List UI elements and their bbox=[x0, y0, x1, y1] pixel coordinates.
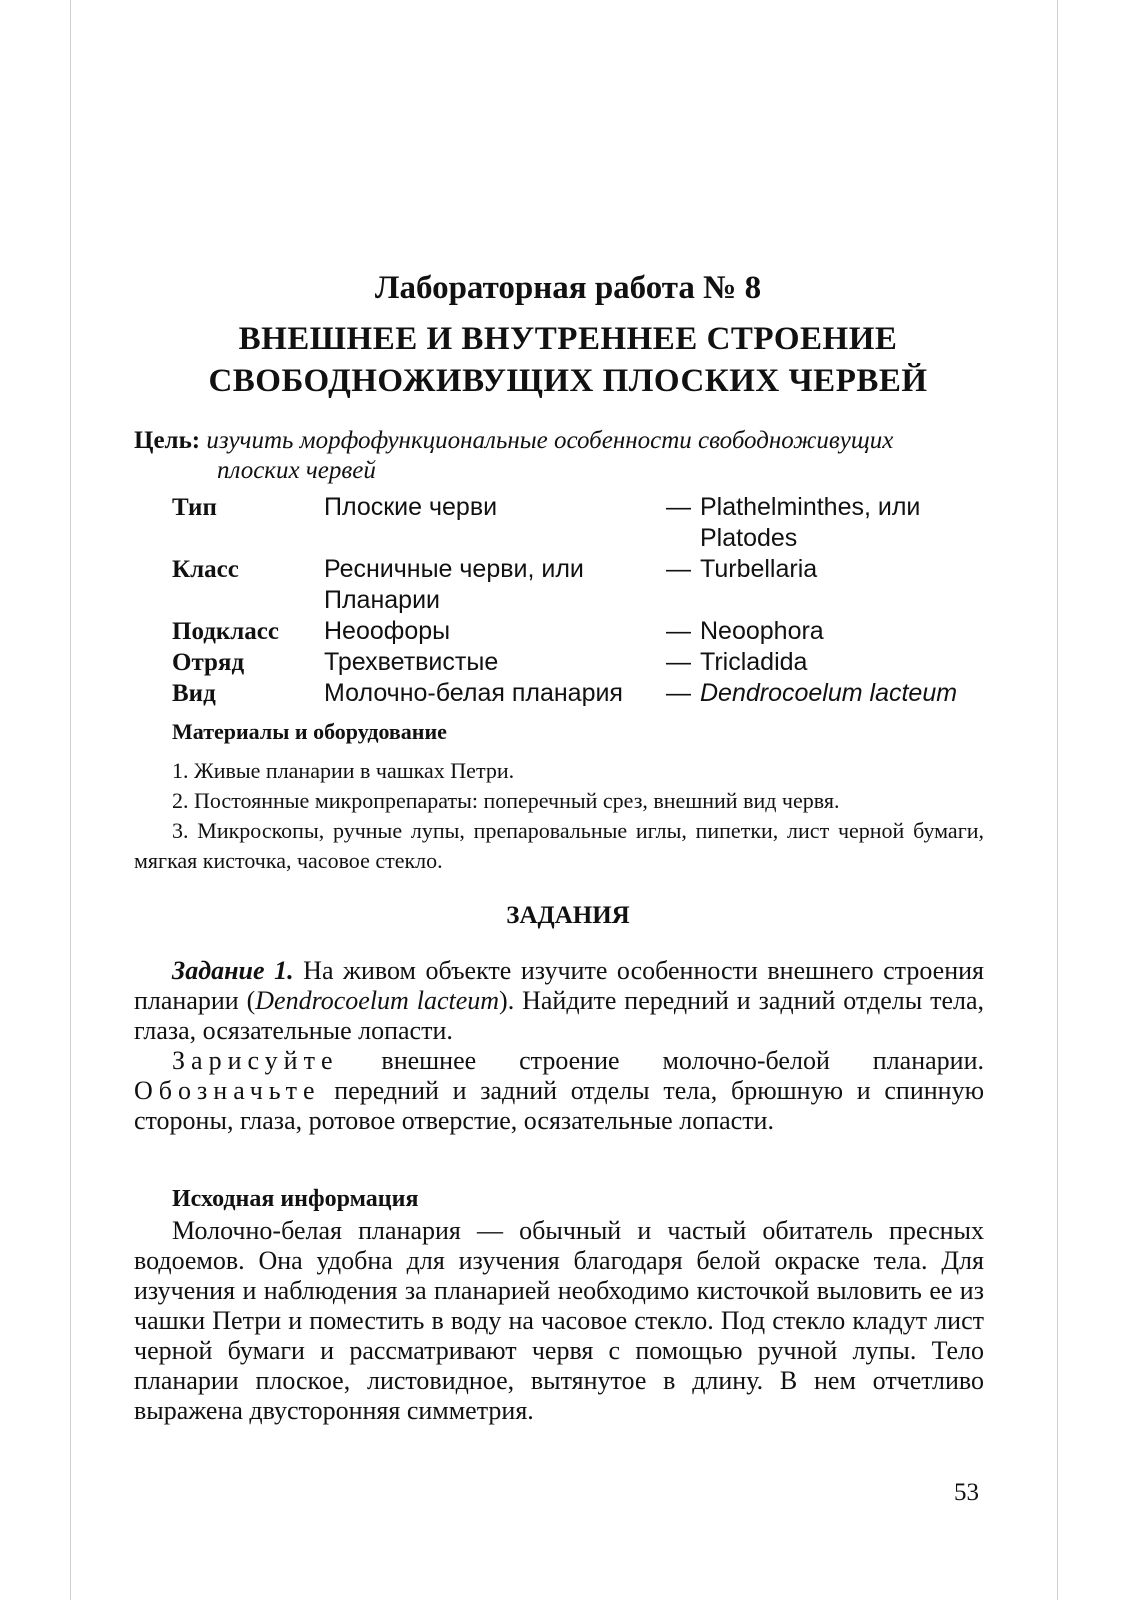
taxonomy-latin-cell bbox=[666, 678, 986, 709]
source-info-heading: Исходная информация bbox=[172, 1186, 419, 1212]
taxonomy-latin-name: Tricladida bbox=[700, 648, 808, 676]
taxonomy-row bbox=[172, 616, 986, 647]
taxonomy-latin-cell bbox=[666, 647, 986, 678]
task-1-section bbox=[134, 956, 984, 1136]
materials-item: 3. Микроскопы, ручные лупы, препаровальные иглы, пипетки, лист черной бумаги, мягкая кисточка, часовое стекло. bbox=[134, 818, 984, 873]
taxonomy-rank: Отряд bbox=[172, 649, 245, 676]
taxonomy-russian-name: Неоофоры bbox=[324, 617, 451, 645]
materials-heading: Материалы и оборудование bbox=[172, 719, 447, 744]
taxonomy-russian-name: Ресничные черви, или Планарии bbox=[324, 555, 584, 614]
taxonomy-table bbox=[172, 492, 986, 709]
materials-list bbox=[134, 756, 984, 876]
source-info-section bbox=[134, 1216, 984, 1426]
taxonomy-latin-cell bbox=[666, 492, 986, 554]
taxonomy-russian-name: Плоские черви bbox=[324, 493, 498, 521]
goal-text-line-2: плоских червей bbox=[217, 457, 376, 484]
source-info-paragraph: Молочно-белая планария — обычный и частый обитатель пресных водоемов. Она удобна для изучения благодаря белой окраске тела. Для изучения и наблюдения за планарией необходимо кисточкой выловить ее из чашки Петри и поместить в воду на часовое стекло. Под стекло кладут лист черной бумаги и рассматривают червя с помощью ручной лупы. Тело планарии плоское, листовидное, вытянутое в длину. В нем отчетливо выражена двусторонняя симметрия. bbox=[134, 1216, 984, 1425]
taxonomy-rank: Класс bbox=[172, 556, 239, 583]
taxonomy-rank: Вид bbox=[172, 680, 216, 707]
goal-section bbox=[134, 426, 1002, 486]
taxonomy-row bbox=[172, 678, 986, 709]
taxonomy-dash: — bbox=[666, 679, 691, 707]
taxonomy-latin-name: Plathelminthes, или Platodes bbox=[700, 493, 921, 552]
taxonomy-latin-name: Neoophora bbox=[700, 617, 824, 645]
task-1-label: Задание 1. bbox=[172, 956, 294, 985]
goal-label: Цель: bbox=[134, 427, 201, 454]
task-1-paragraph bbox=[134, 956, 984, 1046]
taxonomy-latin-cell bbox=[666, 616, 986, 647]
task-1-species: Dendrocoelum lacteum bbox=[255, 986, 500, 1015]
taxonomy-row bbox=[172, 647, 986, 678]
taxonomy-dash: — bbox=[666, 493, 691, 521]
task-1-text-end: ). Найдите передний и задний отделы тела, глаза, осязательные лопасти. bbox=[134, 986, 985, 1045]
taxonomy-rank: Тип bbox=[172, 494, 217, 521]
task-1-text-start: На живом объекте изучите особенности внешнего строения планарии ( bbox=[134, 956, 985, 1015]
taxonomy-latin-name: Turbellaria bbox=[700, 555, 818, 583]
taxonomy-russian-name: Трехветвистые bbox=[324, 648, 499, 676]
mark-instruction-word: Обозначьте bbox=[134, 1076, 321, 1105]
lab-title bbox=[134, 318, 1002, 402]
draw-instruction-word: Зарисуйте bbox=[172, 1046, 339, 1075]
taxonomy-dash: — bbox=[666, 555, 691, 583]
draw-instruction-text: внешнее строение молочно-белой планарии. bbox=[338, 1046, 984, 1075]
taxonomy-russian-name: Молочно-белая планария bbox=[324, 679, 623, 707]
lab-title-line-1: ВНЕШНЕЕ И ВНУТРЕННЕЕ СТРОЕНИЕ bbox=[238, 321, 898, 357]
taxonomy-row bbox=[172, 492, 986, 554]
lab-title-line-2: СВОБОДНОЖИВУЩИХ ПЛОСКИХ ЧЕРВЕЙ bbox=[208, 363, 928, 399]
page-number: 53 bbox=[954, 1479, 979, 1506]
materials-item: 2. Постоянные микропрепараты: поперечный срез, внешний вид червя. bbox=[172, 788, 840, 813]
taxonomy-latin-name: Dendrocoelum lacteum bbox=[700, 679, 958, 707]
tasks-heading: ЗАДАНИЯ bbox=[506, 902, 630, 929]
taxonomy-row bbox=[172, 554, 986, 616]
taxonomy-rank: Подкласс bbox=[172, 618, 279, 645]
taxonomy-dash: — bbox=[666, 617, 691, 645]
materials-item: 1. Живые планарии в чашках Петри. bbox=[172, 758, 515, 783]
goal-text-line-1: изучить морфофункциональные особенности свободноживущих bbox=[206, 427, 894, 454]
task-1-drawing-paragraph bbox=[134, 1046, 984, 1136]
taxonomy-latin-cell bbox=[666, 554, 986, 616]
taxonomy-dash: — bbox=[666, 648, 691, 676]
mark-instruction-text: передний и задний отделы тела, брюшную и спинную стороны, глаза, ротовое отверстие, осязательные лопасти. bbox=[134, 1076, 984, 1135]
lab-number-heading: Лабораторная работа № 8 bbox=[374, 270, 762, 306]
